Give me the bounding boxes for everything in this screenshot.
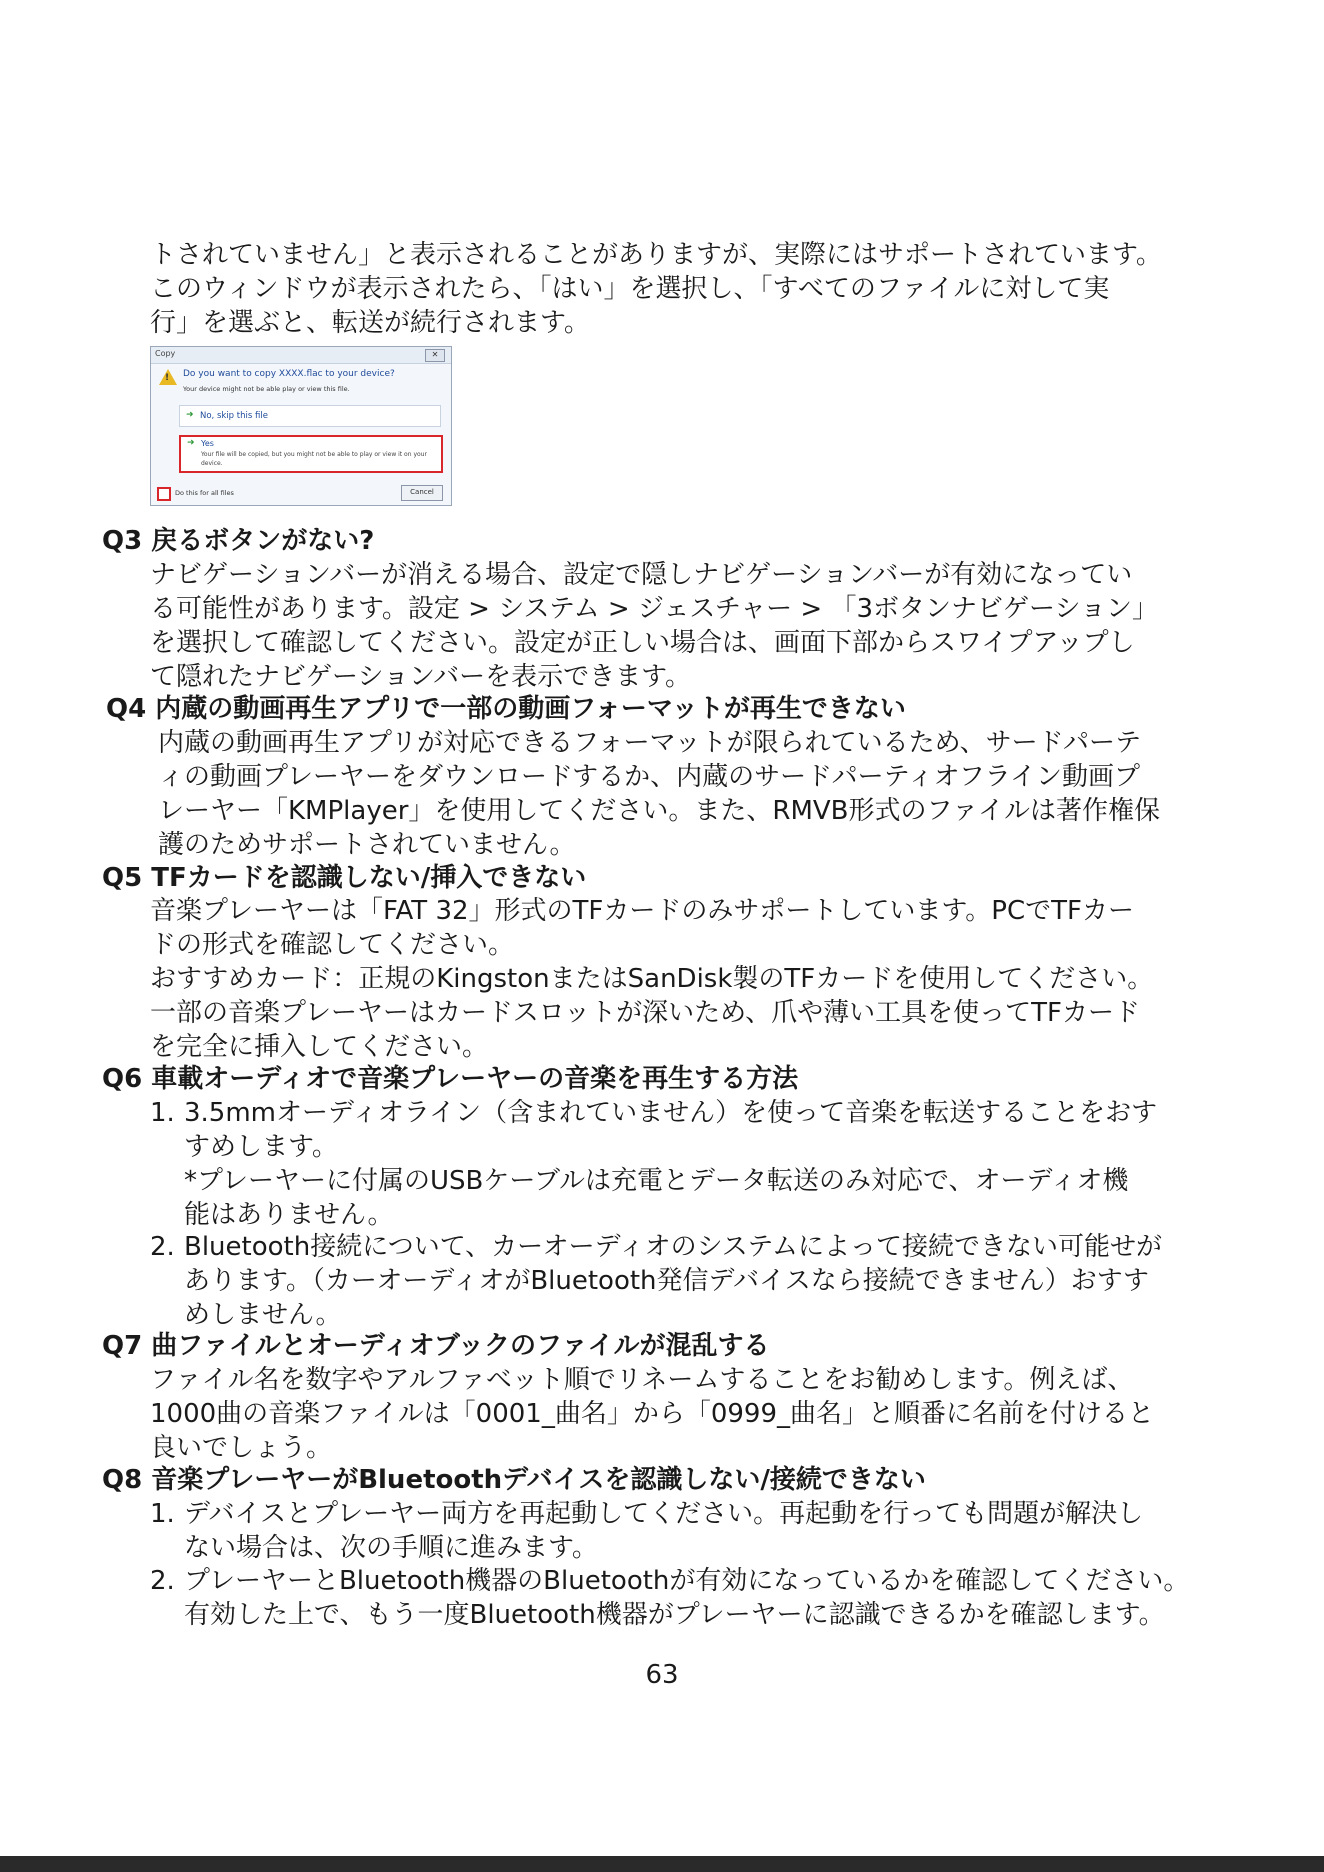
q8-item2 bbox=[184, 1564, 1189, 1632]
intro-line: 行」を選ぶと、転送が続行されます。 bbox=[150, 308, 590, 338]
dialog-titlebar bbox=[151, 347, 451, 364]
q3-answer bbox=[150, 558, 1158, 694]
q5-line: 一部の音楽プレーヤーはカードスロットが深いため、爪や薄い工具を使ってTFカード bbox=[150, 998, 1140, 1028]
do-for-all-label: Do this for all files bbox=[175, 489, 234, 497]
q4-answer bbox=[158, 726, 1160, 862]
q6-item1-line: 能はありません。 bbox=[184, 1200, 394, 1230]
q5-line: を完全に挿入してください。 bbox=[150, 1032, 489, 1062]
dialog-subtext: Your device might not be able play or view this file. bbox=[183, 385, 350, 393]
q5-line: おすすめカード：正規のKingstonまたはSanDisk製のTFカードを使用してください。 bbox=[150, 964, 1154, 994]
q3-line: ナビゲーションバーが消える場合、設定で隠しナビゲーションバーが有効になってい bbox=[150, 560, 1133, 590]
green-arrow-icon: ➜ bbox=[186, 410, 194, 420]
q7-heading: Q7 曲ファイルとオーディオブックのファイルが混乱する bbox=[102, 1331, 770, 1361]
q6-heading: Q6 車載オーディオで音楽プレーヤーの音楽を再生する方法 bbox=[102, 1064, 799, 1094]
q8-item1-line: デバイスとプレーヤー両方を再起動してください。再起動を行っても問題が解決し bbox=[184, 1499, 1144, 1529]
dialog-question: Do you want to copy XXXX.flac to your device? bbox=[183, 369, 395, 379]
q4-line: ィの動画プレーヤーをダウンロードするか、内蔵のサードパーティオフライン動画プ bbox=[158, 762, 1141, 792]
skip-file-label: No, skip this file bbox=[200, 411, 268, 421]
q6-item2 bbox=[184, 1230, 1162, 1332]
yes-option-highlighted bbox=[179, 435, 443, 473]
q4-line: 護のためサポートされていません。 bbox=[158, 830, 576, 860]
q6-item1 bbox=[184, 1096, 1157, 1232]
warning-mark: ! bbox=[165, 373, 170, 383]
intro-line: このウィンドウが表示されたら、「はい」を選択し、「すべてのファイルに対して実 bbox=[150, 274, 1110, 304]
q3-line: を選択して確認してください。設定が正しい場合は、画面下部からスワイプアップし bbox=[150, 628, 1135, 658]
skip-file-option bbox=[179, 405, 441, 427]
q7-line: 良いでしょう。 bbox=[150, 1433, 333, 1463]
q6-item2-line: めしません。 bbox=[184, 1300, 342, 1330]
q3-line: る可能性があります。設定 > システム > ジェスチャー > 「3ボタンナビゲーション」 bbox=[150, 594, 1158, 624]
q5-heading: Q5 TFカードを認識しない/挿入できない bbox=[102, 863, 587, 893]
q4-line: レーヤー「KMPlayer」を使用してください。また、RMVB形式のファイルは著作権保 bbox=[158, 796, 1160, 826]
intro-paragraph bbox=[150, 238, 1162, 340]
dialog-title: Copy bbox=[155, 349, 176, 358]
q8-item1 bbox=[184, 1497, 1143, 1565]
green-arrow-icon: ➜ bbox=[187, 438, 195, 448]
q6-item1-line: すめします。 bbox=[184, 1132, 338, 1162]
intro-line: トされていません」と表示されることがありますが、実際にはサポートされています。 bbox=[150, 240, 1162, 270]
q6-item1-line: 3.5mmオーディオライン（含まれていません）を使って音楽を転送することをおす bbox=[184, 1098, 1158, 1128]
q3-heading: Q3 戻るボタンがない? bbox=[102, 526, 375, 556]
do-for-all-checkbox bbox=[157, 487, 171, 501]
cancel-button: Cancel bbox=[401, 485, 443, 501]
q6-item2-number: 2. bbox=[150, 1232, 175, 1262]
q4-heading: Q4 内蔵の動画再生アプリで一部の動画フォーマットが再生できない bbox=[106, 694, 906, 724]
q5-line: 音楽プレーヤーは「FAT 32」形式のTFカードのみサポートしています。PCでTFカー bbox=[150, 896, 1134, 926]
q5-answer bbox=[150, 894, 1153, 1064]
q6-item1-line: *プレーヤーに付属のUSBケーブルは充電とデータ転送のみ対応で、オーディオ機 bbox=[184, 1166, 1129, 1196]
q6-item2-line: あります。（カーオーディオがBluetooth発信デバイスなら接続できません）おすす bbox=[184, 1266, 1149, 1296]
page-bottom-edge bbox=[0, 1856, 1324, 1872]
q7-line: 1000曲の音楽ファイルは「0001_曲名」から「0999_曲名」と順番に名前を付けると bbox=[150, 1399, 1154, 1429]
q8-item2-number: 2. bbox=[150, 1566, 175, 1596]
yes-label: Yes bbox=[201, 439, 214, 448]
q3-line: て隠れたナビゲーションバーを表示できます。 bbox=[150, 662, 692, 692]
close-icon: ✕ bbox=[425, 349, 445, 362]
q8-item1-line: ない場合は、次の手順に進みます。 bbox=[184, 1533, 598, 1563]
q6-item2-line: Bluetooth接続について、カーオーディオのシステムによって接続できない可能せが bbox=[184, 1232, 1162, 1262]
q4-line: 内蔵の動画再生アプリが対応できるフォーマットが限られているため、サードパーテ bbox=[158, 728, 1142, 758]
q8-item2-line: 有効した上で、もう一度Bluetooth機器がプレーヤーに認識できるかを確認します。 bbox=[184, 1600, 1165, 1630]
q5-line: ドの形式を確認してください。 bbox=[150, 930, 515, 960]
q8-item1-number: 1. bbox=[150, 1499, 175, 1529]
q7-answer bbox=[150, 1363, 1154, 1465]
q7-line: ファイル名を数字やアルファベット順でリネームすることをお勧めします。例えば、 bbox=[150, 1365, 1134, 1395]
q8-heading: Q8 音楽プレーヤーがBluetoothデバイスを認識しない/接続できない bbox=[102, 1465, 926, 1495]
copy-dialog-screenshot bbox=[150, 346, 452, 506]
q6-item1-number: 1. bbox=[150, 1098, 175, 1128]
yes-description: Your file will be copied, but you might not be able to play or view it on your device. bbox=[201, 451, 427, 467]
page-number: 63 bbox=[645, 1660, 679, 1690]
q8-item2-line: プレーヤーとBluetooth機器のBluetoothが有効になっているかを確認してください。 bbox=[184, 1566, 1190, 1596]
